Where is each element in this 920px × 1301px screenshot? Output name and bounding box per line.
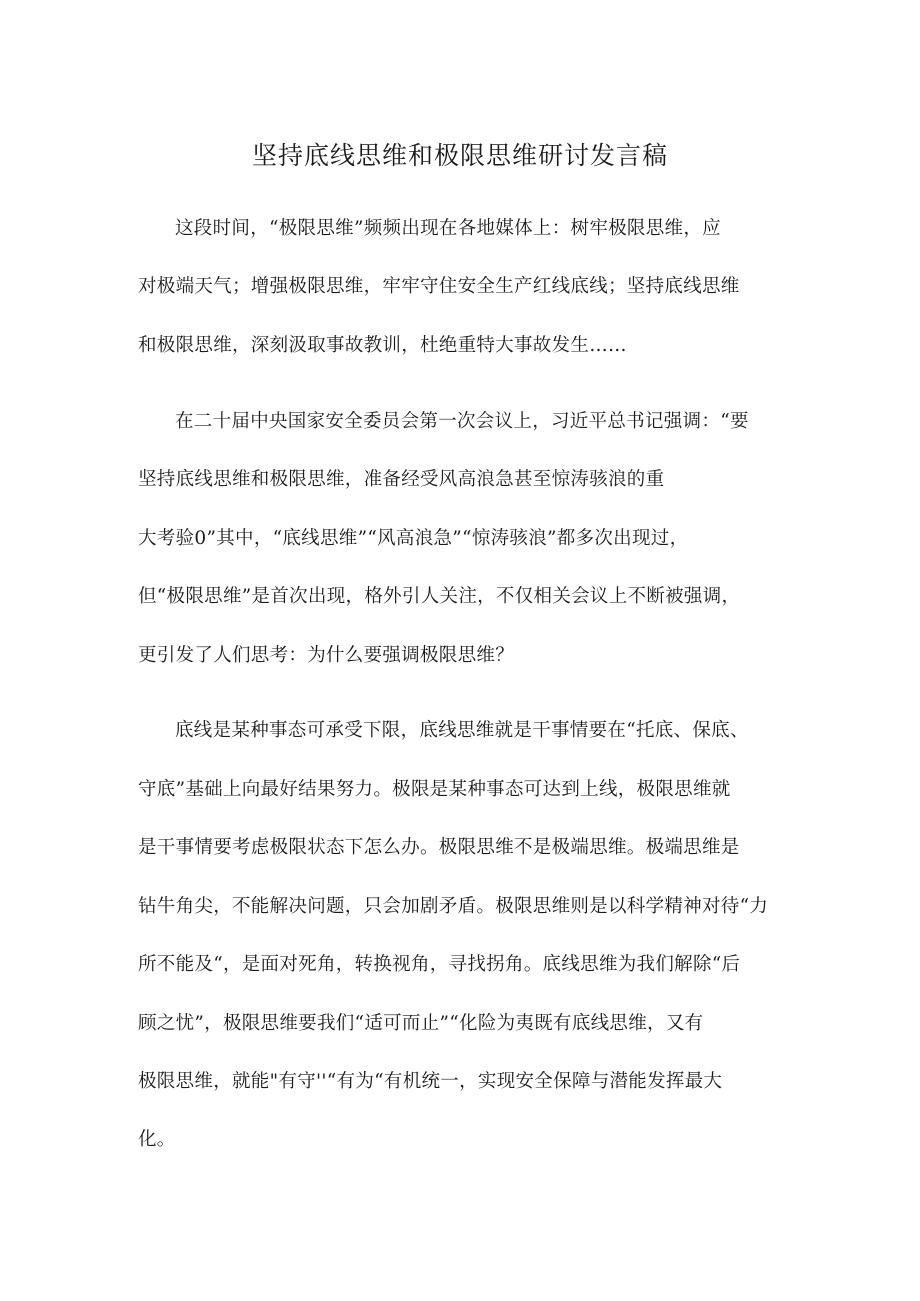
paragraph-1-line-3: 和极限思维，深刻汲取事故教训，杜绝重特大事故发生……	[138, 335, 627, 356]
paragraph-3-line-6: 顾之忧”，极限思维要我们“适可而止”“化险为夷既有底线思维，又有	[138, 1013, 704, 1034]
paragraph-3-line-4: 钻牛角尖，不能解决问题，只会加剧矛盾。极限思维则是以科学精神对待“力	[138, 896, 769, 917]
paragraph-3-line-3: 是干事情要考虑极限状态下怎么办。极限思维不是极端思维。极端思维是	[138, 837, 740, 858]
paragraph-1-line-1: 这段时间，“极限思维”频频出现在各地媒体上：树牢极限思维，应	[175, 218, 721, 239]
paragraph-3-line-5: 所不能及“，是面对死角，转换视角，寻找拐角。底线思维为我们解除“后	[138, 954, 741, 975]
paragraph-1-line-2: 对极端天气；增强极限思维，牢牢守住安全生产红线底线；坚持底线思维	[138, 276, 740, 297]
paragraph-3-line-7: 极限思维，就能"有守''“有为“有机统一，实现安全保障与潜能发挥最大	[138, 1071, 723, 1092]
paragraph-3-line-8: 化。	[138, 1129, 176, 1150]
paragraph-2-line-1: 在二十届中央国家安全委员会第一次会议上，习近平总书记强调：“要	[175, 411, 749, 432]
paragraph-2-line-3: 大考验0”其中，“底线思维”“风高浪急”“惊涛骇浪”都多次出现过，	[138, 528, 689, 549]
paragraph-2-line-2: 坚持底线思维和极限思维，准备经受风高浪急甚至惊涛骇浪的重	[138, 469, 665, 490]
document-title: 坚持底线思维和极限思维研讨发言稿	[251, 141, 668, 170]
paragraph-3-line-2: 守底”基础上向最好结果努力。极限是某种事态可达到上线，极限思维就	[138, 779, 731, 800]
paragraph-3-line-1: 底线是某种事态可承受下限，底线思维就是干事情要在“托底、保底、	[175, 720, 749, 741]
paragraph-2-line-4: 但“极限思维”是首次出现，格外引人关注，不仅相关会议上不断被强调，	[138, 586, 741, 607]
paragraph-2-line-5: 更引发了人们思考：为什么要强调极限思维？	[138, 645, 515, 666]
